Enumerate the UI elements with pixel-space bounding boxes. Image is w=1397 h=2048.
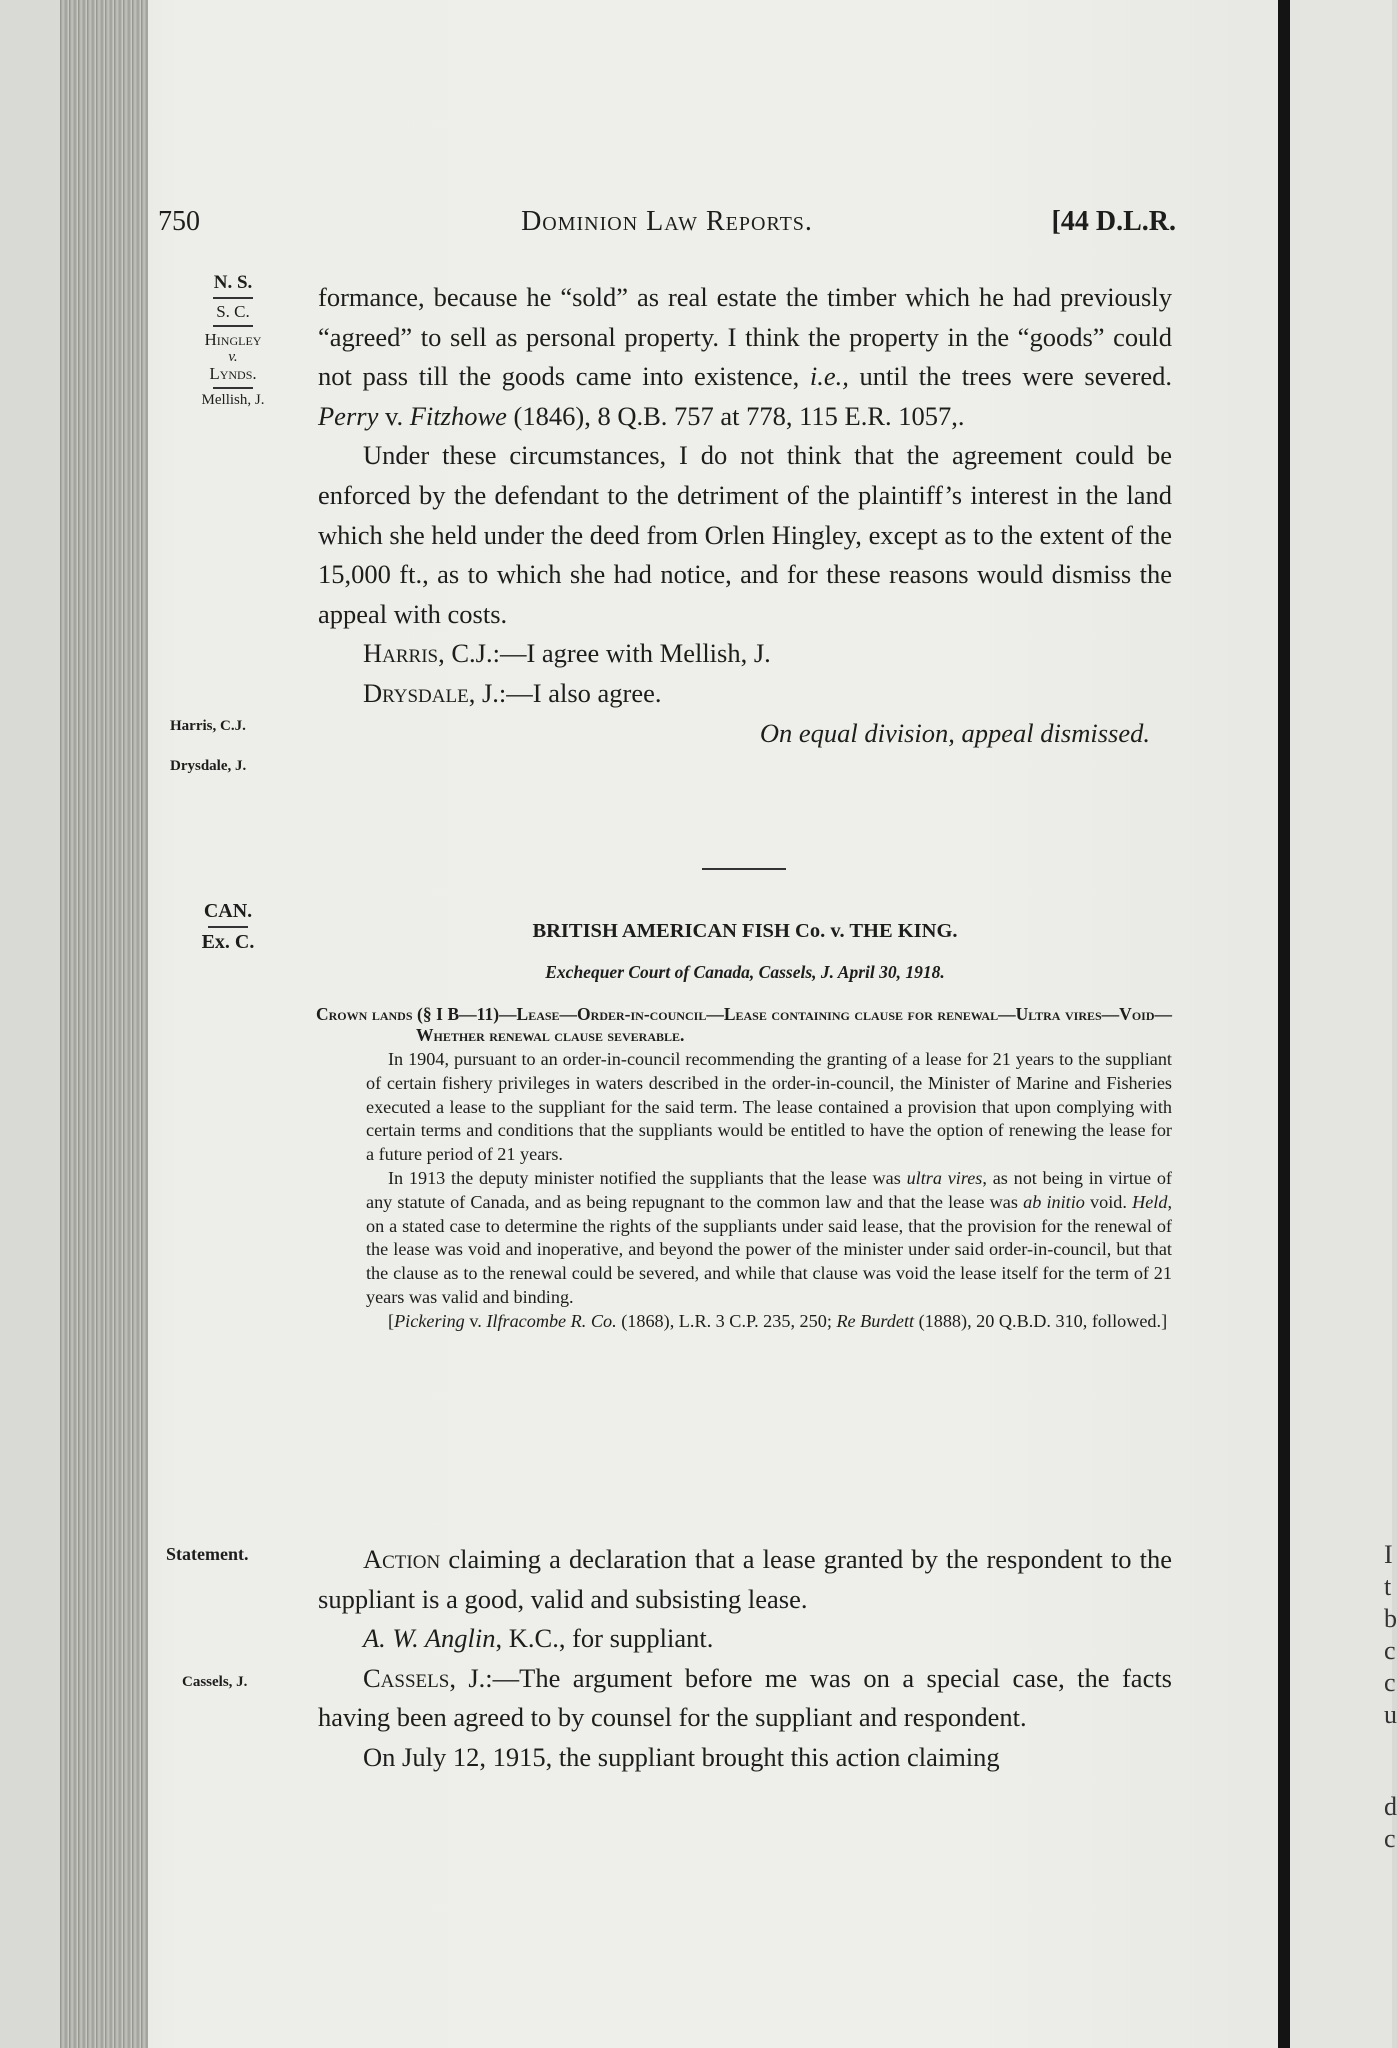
counsel-line: A. W. Anglin, K.C., for suppliant.: [363, 1623, 714, 1654]
adjacent-page-fragment: I: [1384, 1540, 1393, 1569]
margin-judge-harris: Harris, C.J.: [170, 718, 246, 734]
margin-rule: [213, 387, 253, 389]
margin-rule: [213, 325, 253, 327]
adjacent-page-fragment: b: [1384, 1604, 1397, 1633]
book-binding: [60, 0, 148, 2048]
margin-exchequer: Ex. C.: [201, 931, 255, 953]
paragraph: Cassels, J.:—The argument before me was on a special case, the facts having been agreed to by counsel for the suppliant and respondent.: [318, 1662, 1172, 1733]
margin-party-2: Lynds.: [209, 364, 257, 383]
paragraph: formance, because he “sold” as real estate the timber which he had previously “agreed” to sell as personal property. I think the property in the “goods” could not pass till the goods came into existence, i.e., until the trees were severed. Perry v. Fitzhowe (1846), 8 Q.B. 757 at 778, 115 E.R. 1057,.: [318, 282, 1172, 431]
headnote: [316, 1004, 1172, 1334]
adjacent-page-fragment: c: [1384, 1668, 1396, 1697]
margin-court-province: N. S.: [213, 272, 253, 293]
headnote-paragraph: In 1913 the deputy minister notified the suppliants that the lease was ultra vires, as not being in virtue of any statute of Canada, and as being repugnant to the common law and that the lease was ab initio void. Held, on a stated case to determine the rights of the suppliants under said lease, that the provision for the renewal of the lease was void and inoperative, and beyond the power of the minister under said order-in-council, but that the clause as to the renewal could be severed, and while that clause was void the lease itself for the term of 21 years was valid and binding.: [366, 1167, 1172, 1307]
margin-judge-drysdale: Drysdale, J.: [170, 758, 247, 774]
concurrence-drysdale: Drysdale, J.:—I also agree.: [363, 677, 662, 708]
report-title: Dominion Law Reports.: [521, 206, 813, 237]
running-header: [158, 206, 1176, 246]
margin-case-ref: [160, 272, 306, 409]
case-title: BRITISH AMERICAN FISH Co. v. THE KING.: [532, 920, 958, 942]
margin-party-1: Hingley: [204, 330, 262, 349]
case-separator: [702, 868, 786, 870]
margin-judge: Mellish, J.: [201, 392, 265, 408]
margin-court-name: S. C.: [216, 302, 250, 321]
volume-reference: [44 D.L.R.: [1051, 206, 1176, 237]
paragraph: On July 12, 1915, the suppliant brought this action claiming: [363, 1741, 1000, 1772]
concurrence-harris: Harris, C.J.:—I agree with Mellish, J.: [363, 638, 771, 669]
adjacent-page-fragment: d: [1384, 1792, 1397, 1821]
adjacent-page-fragment: t: [1384, 1572, 1392, 1601]
adjacent-page-fragment: c: [1384, 1636, 1396, 1665]
margin-versus: v.: [228, 349, 238, 365]
headnote-paragraph: In 1904, pursuant to an order-in-council recommending the granting of a lease for 21 years to the suppliant of certain fishery privileges in waters described in the order-in-council, the Minister of Marine and Fisheries executed a lease to the suppliant for the said term. The lease contained a provision that upon complying with certain terms and conditions that the suppliants would be entitled to have the option of renewing the lease for a future period of 21 years.: [366, 1049, 1172, 1165]
statement-text: [318, 1540, 1172, 1778]
court-and-date: Exchequer Court of Canada, Cassels, J. April 30, 1918.: [545, 962, 945, 982]
margin-judge-cassels: Cassels, J.: [182, 1674, 248, 1690]
disposition: On equal division, appeal dismissed.: [759, 717, 1150, 748]
headnote-citations: [Pickering v. Ilfracombe R. Co. (1868), L.R. 3 C.P. 235, 250; Re Burdett (1888), 20 Q.B.D. 310, followed.]: [388, 1310, 1168, 1331]
adjacent-page-fragment: c: [1384, 1824, 1396, 1853]
margin-rule: [213, 297, 253, 299]
adjacent-page-fragment: u: [1384, 1700, 1397, 1729]
margin-jurisdiction: CAN.: [203, 900, 253, 922]
adjacent-page: [1290, 0, 1392, 2048]
margin-rule: [208, 926, 248, 928]
margin-case-ref-2: [178, 900, 278, 954]
paragraph: Action claiming a declaration that a lease granted by the respondent to the suppliant is a good, valid and subsisting lease.: [318, 1544, 1172, 1614]
headnote-topic: Crown lands (§ I B—11)—Lease—Order-in-council—Lease containing clause for renewal—Ultra vires—Void—Whether renewal clause severable.: [316, 1004, 1172, 1045]
paragraph: Under these circumstances, I do not think that the agreement could be enforced by the defendant to the detriment of the plaintiff’s interest in the land which she held under the deed from Orlen Hingley, except as to the extent of the 15,000 ft., as to which she had notice, and for these reasons would dismiss the appeal with costs.: [318, 440, 1172, 629]
page-number: 750: [158, 206, 200, 237]
page-gutter: [1278, 0, 1290, 2048]
judgment-text: [318, 278, 1172, 753]
margin-statement: Statement.: [166, 1544, 249, 1564]
